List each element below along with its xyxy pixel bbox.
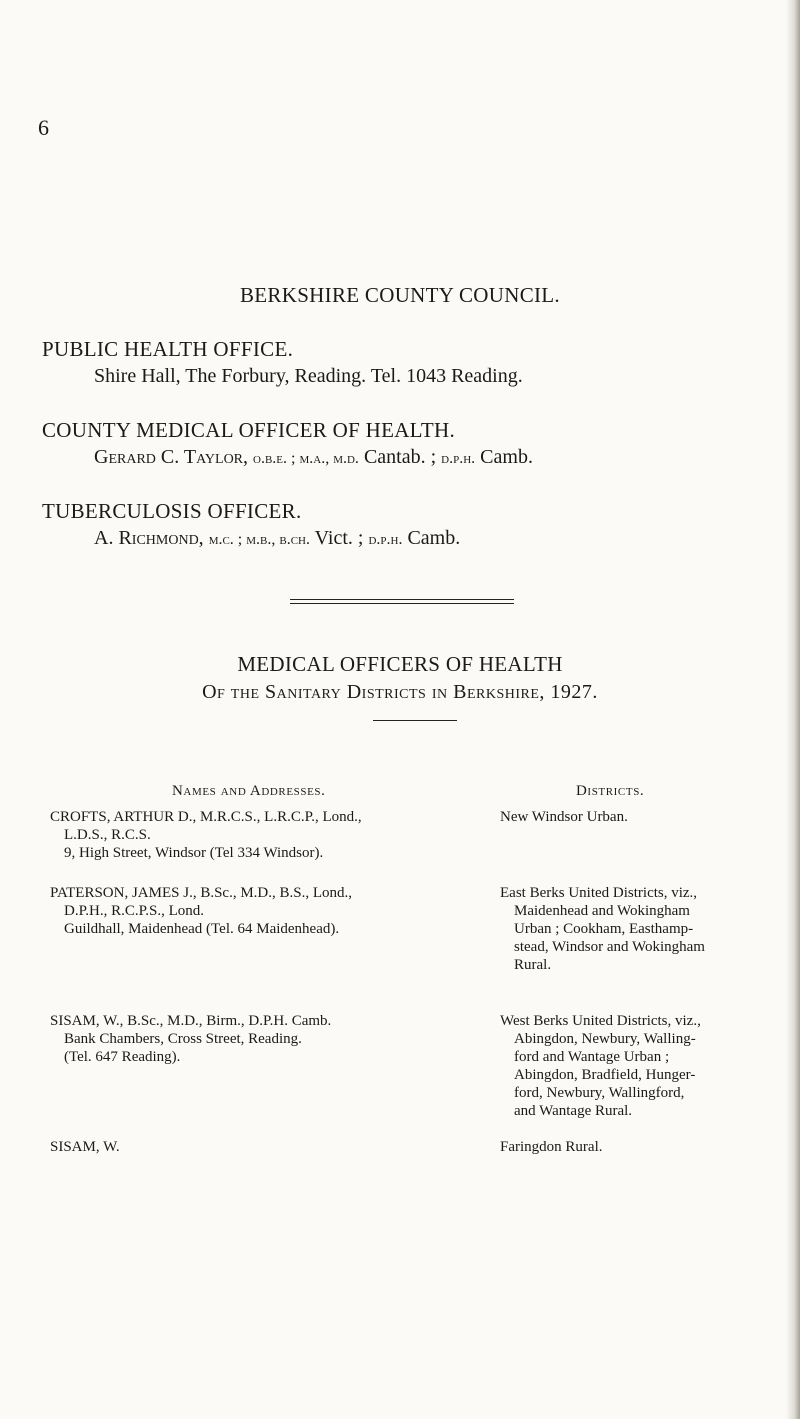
district-line: stead, Windsor and Wokingham: [514, 939, 705, 955]
medical-officer-dph: d.p.h.: [441, 450, 476, 467]
officer-address: 9, High Street, Windsor (Tel 334 Windsor).: [64, 845, 324, 861]
district-line: ford and Wantage Urban ;: [514, 1049, 670, 1065]
tuberculosis-officer-name: [94, 527, 460, 550]
medical-officers-heading: MEDICAL OFFICERS OF HEALTH: [237, 652, 563, 676]
officer-entry-sisam-faringdon: [50, 1138, 480, 1156]
district-line: West Berks United Districts, viz.,: [500, 1013, 701, 1029]
district-line: Abingdon, Bradfield, Hunger-: [514, 1067, 696, 1083]
officer-name-line: SISAM, W., B.Sc., M.D., Birm., D.P.H. Camb.: [50, 1013, 332, 1029]
council-heading: BERKSHIRE COUNTY COUNCIL.: [240, 283, 560, 307]
sanitary-districts-subheading: Of the Sanitary Districts in Berkshire, 1927.: [202, 681, 598, 703]
tb-officer-university: Vict. ;: [314, 527, 364, 549]
divider-rule-top: [290, 599, 514, 600]
tb-officer-name-text: A. Richmond,: [94, 527, 204, 549]
public-health-office-address: Shire Hall, The Forbury, Reading. Tel. 1043 Reading.: [94, 365, 523, 387]
district-line: and Wantage Rural.: [514, 1103, 633, 1119]
medical-officer-quals: o.b.e. ; m.a., m.d.: [253, 450, 359, 467]
names-addresses-column-header: Names and Addresses.: [172, 783, 326, 799]
district-line: East Berks United Districts, viz.,: [500, 885, 698, 901]
short-divider-rule: [373, 720, 457, 721]
officer-entry-sisam: [50, 1012, 480, 1066]
tuberculosis-officer-title: TUBERCULOSIS OFFICER.: [42, 499, 302, 523]
county-medical-officer-title: COUNTY MEDICAL OFFICER OF HEALTH.: [42, 418, 456, 442]
medical-officer-dph-university: Camb.: [480, 446, 533, 468]
district-entry-crofts: [500, 808, 778, 826]
tb-officer-dph-university: Camb.: [407, 527, 461, 549]
officer-qualifications: D.P.H., R.C.P.S., Lond.: [64, 903, 205, 919]
district-entry-sisam-faringdon: [500, 1138, 778, 1156]
medical-officer-name-text: Gerard C. Taylor,: [94, 446, 249, 468]
districts-column-header: Districts.: [576, 783, 645, 799]
officer-entry-paterson: [50, 884, 480, 938]
officer-address-line: Bank Chambers, Cross Street, Reading.: [64, 1031, 302, 1047]
district-line: ford, Newbury, Wallingford,: [514, 1085, 685, 1101]
page-edge-shadow: [786, 0, 800, 1419]
medical-officer-university: Cantab. ;: [363, 446, 437, 468]
district-line: Urban ; Cookham, Easthamp-: [514, 921, 694, 937]
page-number: 6: [38, 115, 49, 140]
district-entry-sisam: [500, 1012, 778, 1120]
district-line: New Windsor Urban.: [500, 809, 628, 825]
county-medical-officer-name: [94, 446, 533, 469]
district-line: Rural.: [514, 957, 552, 973]
officer-qualifications: L.D.S., R.C.S.: [64, 827, 151, 843]
district-line: Abingdon, Newbury, Walling-: [514, 1031, 696, 1047]
officer-name-line: PATERSON, JAMES J., B.Sc., M.D., B.S., Lond.,: [50, 885, 353, 901]
officer-address: Guildhall, Maidenhead (Tel. 64 Maidenhead).: [64, 921, 340, 937]
district-entry-paterson: [500, 884, 778, 974]
district-line: Maidenhead and Wokingham: [514, 903, 690, 919]
officer-name-line: CROFTS, ARTHUR D., M.R.C.S., L.R.C.P., Lond.,: [50, 809, 362, 825]
officer-name-line: SISAM, W.: [50, 1139, 120, 1155]
divider-rule-bottom: [290, 603, 514, 604]
district-line: Faringdon Rural.: [500, 1139, 603, 1155]
officer-entry-crofts: [50, 808, 480, 862]
tb-officer-dph: d.p.h.: [368, 531, 403, 548]
public-health-office-title: PUBLIC HEALTH OFFICE.: [42, 337, 294, 361]
officer-telephone: (Tel. 647 Reading).: [64, 1049, 181, 1065]
tb-officer-quals: m.c. ; m.b., b.ch.: [208, 531, 310, 548]
